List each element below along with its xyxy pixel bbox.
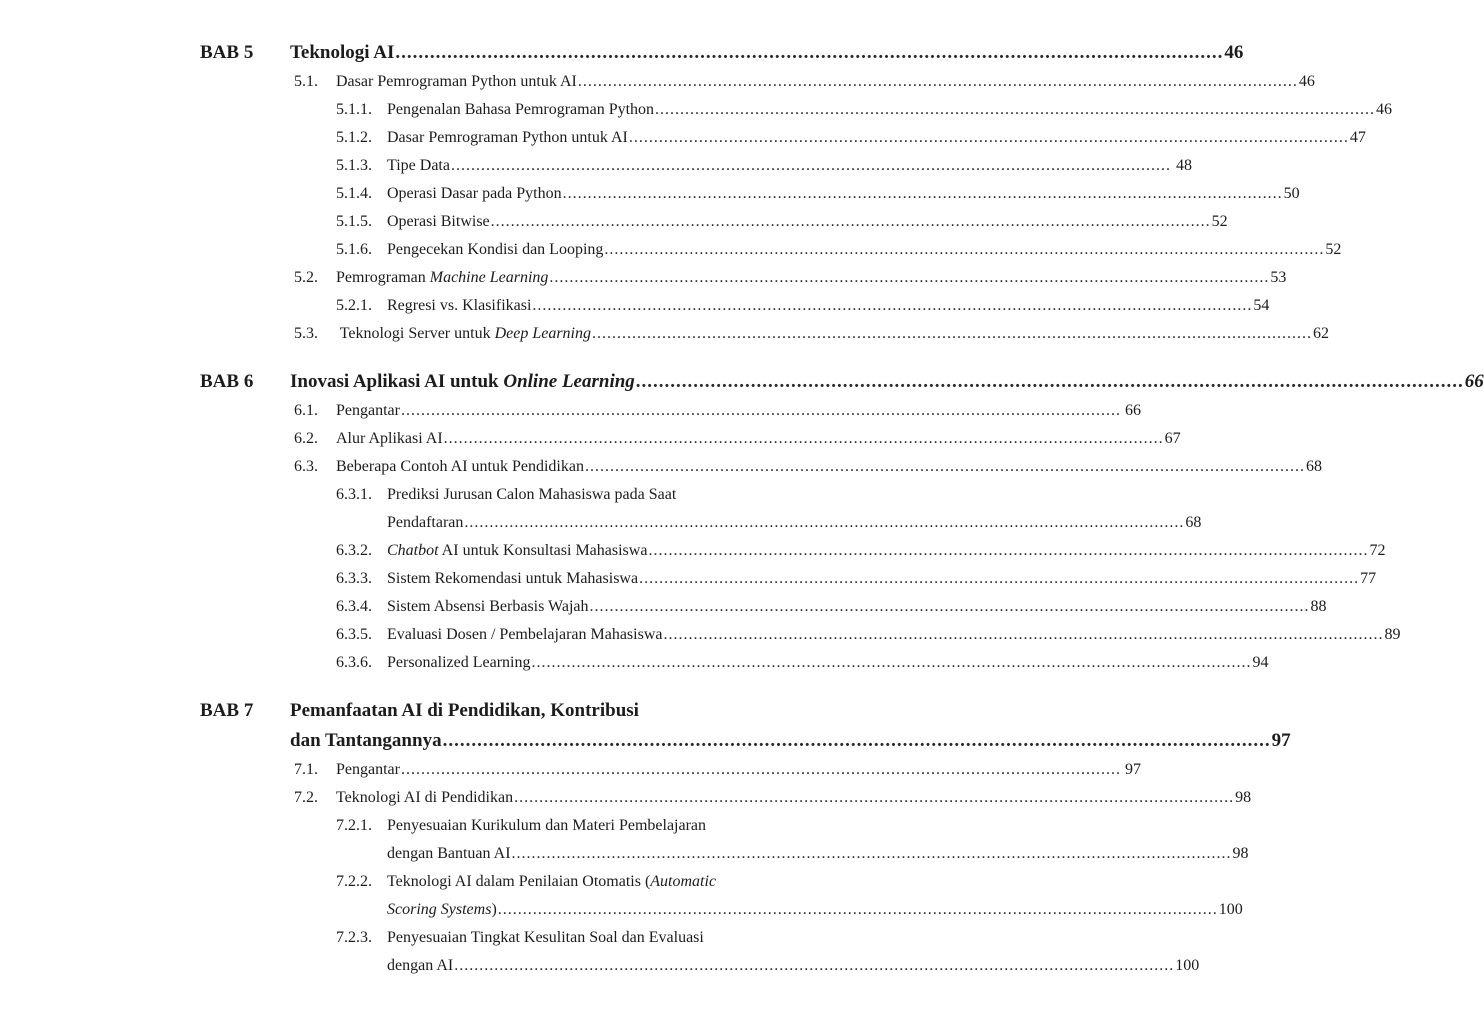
entry-title <box>336 320 591 348</box>
toc-entry <box>0 292 1270 320</box>
entry-number: 5.1.2. <box>336 129 372 146</box>
dot-leader <box>514 784 1234 812</box>
entry-title-run: Dasar Pemrograman Python untuk AI <box>387 129 628 146</box>
toc-entry <box>0 952 1200 980</box>
entry-title <box>387 812 706 840</box>
dot-leader <box>454 952 1174 980</box>
toc-entry <box>0 236 1342 264</box>
entry-title <box>387 152 450 180</box>
entry-title <box>387 124 628 152</box>
dot-leader <box>401 397 1124 425</box>
entry-title-run: Tipe Data <box>387 157 450 174</box>
toc-entry <box>0 481 1192 509</box>
entry-title-run: Operasi Dasar pada Python <box>387 185 562 202</box>
dot-leader <box>464 509 1184 537</box>
page-number: 53 <box>1270 269 1287 286</box>
entry-title-run: dengan AI <box>387 957 454 974</box>
toc-entry <box>0 868 1192 896</box>
entry-title-run: Sistem Absensi Berbasis Wajah <box>387 598 589 615</box>
entry-number: 6.3.3. <box>336 570 372 587</box>
toc-entry <box>0 96 1393 124</box>
page-number: 48 <box>1176 157 1192 174</box>
entry-title-run: Pengantar <box>336 761 400 778</box>
entry-number: 5.1.4. <box>336 185 372 202</box>
toc-entry <box>0 649 1269 677</box>
toc-entry <box>0 784 1252 812</box>
entry-title-run: Penyesuaian Tingkat Kesulitan Soal dan Evaluasi <box>387 929 704 946</box>
entry-number: 5.1.1. <box>336 101 372 118</box>
entry-title <box>336 784 513 812</box>
page-number: 98 <box>1232 845 1249 862</box>
entry-title-run: Beberapa Contoh AI untuk Pendidikan <box>336 458 584 475</box>
dot-leader <box>578 68 1298 96</box>
page-number: 97 <box>1271 730 1291 751</box>
entry-title <box>387 292 531 320</box>
page-number: 46 <box>1224 42 1244 63</box>
toc-entry <box>0 453 1322 481</box>
page-number: 67 <box>1164 430 1181 447</box>
dot-leader <box>592 320 1312 348</box>
dot-leader <box>655 96 1375 124</box>
entry-title <box>336 264 548 292</box>
entry-title <box>336 68 577 96</box>
entry-title-run: ) <box>491 901 497 918</box>
entry-title <box>387 509 463 537</box>
toc-entry <box>0 756 1141 784</box>
entry-title <box>387 649 531 677</box>
entry-title <box>387 565 638 593</box>
toc-entry <box>0 593 1327 621</box>
entry-title <box>387 621 662 649</box>
entry-title <box>387 481 676 509</box>
dot-leader <box>395 38 1223 68</box>
chapter-label: BAB 7 <box>200 700 254 721</box>
chapter-label: BAB 5 <box>200 42 254 63</box>
entry-number: 5.1.3. <box>336 157 372 174</box>
page-number: 52 <box>1211 213 1228 230</box>
entry-title <box>387 537 647 565</box>
toc-entry <box>0 152 1192 180</box>
entry-number: 5.1.6. <box>336 241 372 258</box>
dot-leader <box>443 726 1271 756</box>
dot-leader <box>639 565 1359 593</box>
entry-title <box>290 367 635 397</box>
entry-number: 7.2. <box>294 789 318 806</box>
dot-leader <box>648 537 1368 565</box>
entry-title-run: Regresi vs. Klasifikasi <box>387 297 532 314</box>
entry-title-run: Inovasi Aplikasi AI untuk <box>290 371 504 392</box>
dot-leader <box>585 453 1305 481</box>
dot-leader <box>549 264 1269 292</box>
page-number: 89 <box>1384 626 1401 643</box>
page-number: 62 <box>1313 325 1329 342</box>
page-number: 68 <box>1305 458 1322 475</box>
entry-title-italic-run: Online Learning <box>503 371 635 392</box>
entry-title <box>387 952 453 980</box>
entry-title-run: Prediksi Jurusan Calon Mahasiswa pada Saat <box>387 486 677 503</box>
entry-number: 7.1. <box>294 761 318 778</box>
toc-entry <box>0 124 1366 152</box>
toc-entry <box>0 621 1401 649</box>
entry-title-run: dan Tantangannya <box>290 730 442 751</box>
entry-title <box>290 696 639 726</box>
page-number: 54 <box>1253 297 1270 314</box>
dot-leader <box>604 236 1324 264</box>
entry-title <box>290 726 442 756</box>
entry-number: 6.3. <box>294 458 318 475</box>
table-of-contents <box>0 38 1484 980</box>
toc-entry <box>0 68 1315 96</box>
page-number: 46 <box>1298 73 1315 90</box>
toc-entry <box>0 565 1377 593</box>
entry-number: 5.3. <box>294 325 318 342</box>
toc-entry <box>0 367 1484 397</box>
page-number: 77 <box>1360 570 1377 587</box>
chapter-block <box>0 367 1484 677</box>
entry-title-run: Teknologi AI di Pendidikan <box>336 789 514 806</box>
entry-title <box>387 840 511 868</box>
entry-title-run: Pengantar <box>336 402 400 419</box>
dot-leader <box>512 840 1232 868</box>
entry-title-italic-run: Scoring Systems <box>387 901 492 918</box>
chapter-block <box>0 696 1291 980</box>
entry-number: 6.3.2. <box>336 542 372 559</box>
dot-leader <box>563 180 1283 208</box>
entry-title <box>387 208 490 236</box>
entry-title-run: Dasar Pemrograman Python untuk AI <box>336 73 577 90</box>
page-number: 50 <box>1283 185 1300 202</box>
page-number: 66 <box>1125 402 1141 419</box>
page-number: 52 <box>1325 241 1342 258</box>
entry-number: 6.3.1. <box>336 486 372 503</box>
entry-title-run: Penyesuaian Kurikulum dan Materi Pembelajaran <box>387 817 707 834</box>
page-number: 97 <box>1125 761 1141 778</box>
entry-number: 5.1.5. <box>336 213 372 230</box>
entry-title-run: Pemrograman <box>336 269 430 286</box>
dot-leader <box>401 756 1124 784</box>
toc-entry <box>0 896 1243 924</box>
toc-entry <box>0 208 1228 236</box>
entry-number: 5.1. <box>294 73 318 90</box>
chapter-label: BAB 6 <box>200 371 254 392</box>
entry-title-run: dengan Bantuan AI <box>387 845 511 862</box>
toc-entry <box>0 38 1244 68</box>
entry-title <box>290 38 394 68</box>
toc-entry <box>0 696 1095 726</box>
entry-number: 6.2. <box>294 430 318 447</box>
toc-entry <box>0 726 1291 756</box>
entry-title-italic-run: Deep Learning <box>494 325 591 342</box>
page-number: 94 <box>1252 654 1269 671</box>
entry-title <box>387 924 704 952</box>
entry-title <box>336 756 400 784</box>
entry-title <box>336 453 584 481</box>
page-number: 47 <box>1349 129 1366 146</box>
dot-leader <box>491 208 1211 236</box>
entry-title <box>387 180 562 208</box>
toc-entry <box>0 924 1192 952</box>
entry-number: 7.2.2. <box>336 873 372 890</box>
entry-number: 5.2.1. <box>336 297 372 314</box>
entry-title-run: Alur Aplikasi AI <box>336 430 443 447</box>
dot-leader <box>663 621 1383 649</box>
dot-leader <box>444 425 1164 453</box>
entry-title <box>387 96 654 124</box>
entry-title-run: Pendaftaran <box>387 514 464 531</box>
entry-number: 5.2. <box>294 269 318 286</box>
entry-title-run: Evaluasi Dosen / Pembelajaran Mahasiswa <box>387 626 663 643</box>
toc-entry <box>0 180 1300 208</box>
entry-number: 6.1. <box>294 402 318 419</box>
entry-title <box>336 397 400 425</box>
entry-title-run: Operasi Bitwise <box>387 213 490 230</box>
entry-title-run: AI untuk Konsultasi Mahasiswa <box>438 542 648 559</box>
entry-title-run: Pengenalan Bahasa Pemrograman Python <box>387 101 655 118</box>
entry-title-italic-run: Machine Learning <box>429 269 549 286</box>
entry-title-run: Teknologi AI dalam Penilaian Otomatis ( <box>387 873 651 890</box>
dot-leader <box>498 896 1218 924</box>
entry-title-run: Teknologi AI <box>290 42 395 63</box>
page-number: 46 <box>1376 101 1393 118</box>
toc-entry <box>0 320 1329 348</box>
dot-leader <box>590 593 1310 621</box>
toc-entry <box>0 425 1181 453</box>
chapter-block <box>0 38 1393 348</box>
entry-title <box>336 425 443 453</box>
toc-entry <box>0 812 1192 840</box>
entry-number: 7.2.1. <box>336 817 372 834</box>
entry-title-run: Teknologi Server untuk <box>336 325 495 342</box>
entry-title <box>387 593 589 621</box>
entry-number: 6.3.4. <box>336 598 372 615</box>
entry-title <box>387 236 603 264</box>
entry-title <box>387 868 716 896</box>
page-number: 100 <box>1175 957 1200 974</box>
page-number: 66 <box>1464 371 1484 392</box>
toc-entry <box>0 537 1386 565</box>
dot-leader <box>636 367 1464 397</box>
entry-title <box>387 896 497 924</box>
toc-entry <box>0 264 1287 292</box>
entry-number: 6.3.5. <box>336 626 372 643</box>
entry-title-italic-run: Automatic <box>650 873 717 890</box>
toc-entry <box>0 509 1202 537</box>
dot-leader <box>532 649 1252 677</box>
page-number: 100 <box>1218 901 1243 918</box>
entry-title-run: Pengecekan Kondisi dan Looping <box>387 241 604 258</box>
dot-leader <box>532 292 1252 320</box>
page-number: 88 <box>1310 598 1327 615</box>
entry-title-run: Personalized Learning <box>387 654 531 671</box>
entry-title-run: Sistem Rekomendasi untuk Mahasiswa <box>387 570 639 587</box>
dot-leader <box>451 152 1175 180</box>
entry-number: 7.2.3. <box>336 929 372 946</box>
entry-number: 6.3.6. <box>336 654 372 671</box>
page-number: 98 <box>1235 789 1252 806</box>
dot-leader <box>629 124 1349 152</box>
toc-entry <box>0 840 1249 868</box>
page-number: 72 <box>1369 542 1386 559</box>
page-number: 68 <box>1185 514 1202 531</box>
entry-title-italic-run: Chatbot <box>387 542 439 559</box>
entry-title-run: Pemanfaatan AI di Pendidikan, Kontribusi <box>290 700 639 721</box>
toc-entry <box>0 397 1141 425</box>
